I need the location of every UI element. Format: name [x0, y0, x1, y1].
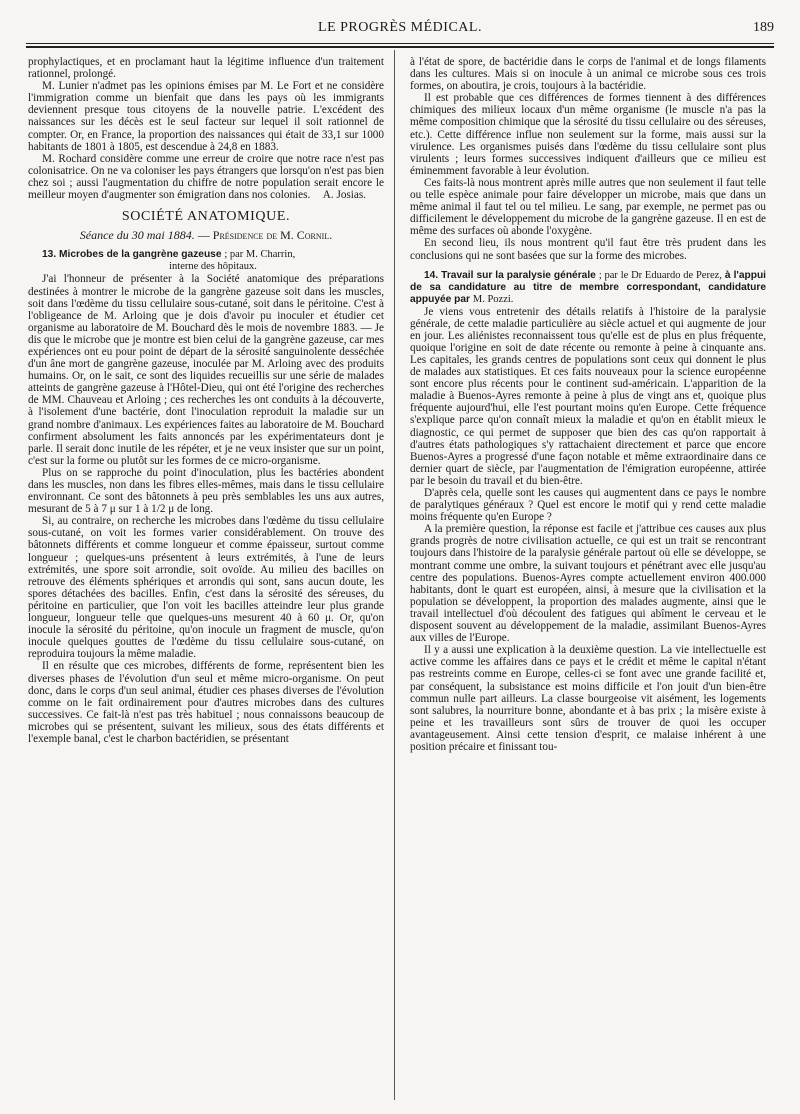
- session-line: [28, 229, 384, 241]
- paragraph-14-2: D'après cela, quelle sont les causes qui augmentent dans ce pays le nombre de paralytiques généraux ? Quel est encore le motif qui y rend cette maladie moins fréquente qu'en Europe ?: [410, 487, 766, 524]
- section-gap: [410, 262, 766, 270]
- item-13-author: ; par M. Charrin,: [224, 249, 296, 261]
- paragraph-cont-4: En second lieu, ils nous montrent qu'il faut être très prudent dans les conclusions qui ne sont basées que sur la forme des microbes.: [410, 237, 766, 262]
- paragraph-14-4: Il y a aussi une explication à la deuxième question. La vie intellectuelle est active comme les affaires dans ce pays et le crédit et même le capital n'étant pas restreints comme en Europe, celles-ci se font avec une grande facilité et, par conséquent, la subsistance est moins difficile et l'on jouit d'un bien-être commun nulle part ailleurs. La classe bourgeoise vit aisément, les logements sont salubres, la nourriture bonne, abondante et à bas prix ; la misère existe à peine et les travailleurs sont sûrs de trouver de quoi les occuper avantageusement. Ainsi cette tension d'esprit, ce malaise inhérent à une position précaire et finissant tou-: [410, 644, 766, 753]
- paragraph-lunier: M. Lunier n'admet pas les opinions émises par M. Le Fort et ne considère l'immigration comme un bienfait que dans les pays où les immigrants deviennent presque tous citoyens de la nouvelle patrie. L'excédent des naissances sur les décès est le seul facteur sur lequel il soit rationnel de compter. Or, en France, la proportion des naissances qui était de 33,1 sur 1000 habitants de 1801 à 1805, est descendue à 24,8 en 1883.: [28, 80, 384, 153]
- paragraph-rochard: M. Rochard considère comme une erreur de croire que notre race n'est pas colonisatrice. On ne va coloniser les pays étrangers que lorsqu'on n'est pas bien chez soi ; aussi l'augmentation du chiffre de notre population serait encore le meilleur moyen d'augmenter son émigration dans nos colonies.: [28, 152, 384, 202]
- signature-josias: A. Josias.: [322, 189, 366, 202]
- header-rule-thin: [26, 43, 774, 44]
- paragraph-13-1: J'ai l'honneur de présenter à la Société anatomique des préparations destinées à montrer le microbe de la gangrène gazeuse soit dans les muscles, soit dans l'œdème du tissu cellulaire sous-cutané, soit dans le péritoine. C'est à l'obligeance de M. Arloing que je dois d'avoir pu inoculer et étudier cet organisme au laboratoire de M. Bouchard dès le mois de novembre 1883. — Je dis que le microbe que je montre est bien celui de la gangrène gazeuse, car mes expériences ont eu pour point de départ de la sérosité sanguinolente desséchée d'un âne mort de gangrène gazeuse, inoculée par M. Arloing avec des produits humains. Or, on le sait, ce sont des liquides recueillis sur une série de malades atteints de gangrène gazeuse à l'Hôtel-Dieu, qui ont été l'origine des recherches de MM. Chauveau et Arloing ; ces recherches les ont conduits à la découverte, à l'isolement d'une bactérie, dont l'inoculation reproduit la maladie sur un grand nombre d'animaux. Les expériences faites au laboratoire de M. Bouchard confirment absolument les faits annoncés par les expérimentateurs dont je parle. Il serait donc inutile de les répéter, et je ne veux insister que sur un point, c'est sur la forme ou plutôt sur les formes de ce micro-organisme.: [28, 273, 384, 467]
- item-14-title-continued: à l'appui de sa candidature au titre de membre correspondant, candidature appuyée par: [410, 269, 766, 305]
- header-rule-thick: [26, 46, 774, 48]
- column-divider: [394, 50, 395, 1100]
- paragraph-13-3: Si, au contraire, on recherche les microbes dans l'œdème du tissu cellulaire sous-cutané, on voit les formes varier considérablement. On trouve des bâtonnets différents et comme longueur et comme épaisseur, surtout comme longueur ; quelques-uns présentent à leurs extrémités, à l'une de leurs extrémités, une spore soit arrondie, soit ovoïde. Au milieu des bacilles on retrouve des éléments sphériques et arrondis qui sont, sans aucun doute, les spores détachées des bacilles. Enfin, c'est dans la sérosité des séreuses, du péritoine en particulier, que l'on voit les bacilles atteindre leur plus grande longueur, longueur telle que quelques-uns mesurent 40 à 60 μ. Or, qu'on inocule la sérosité du péritoine, qu'on inocule un fragment de muscle, qu'on inocule quelques gouttes de l'œdème du tissu cellulaire sous-cutané, on reproduira toujours la même maladie.: [28, 515, 384, 661]
- item-14-number: 14.: [424, 269, 439, 281]
- page-number: 189: [753, 20, 774, 35]
- item-13-number: 13.: [42, 249, 57, 261]
- paragraph-cont-2: Il est probable que ces différences de formes tiennent à des différences chimiques des milieux locaux d'un même organisme (le muscle n'a pas la même composition chimique que la sérosité du tissu cellulaire ou des séreuses, etc.). Cette différence influe non seulement sur la forme, mais aussi sur la virulence. Les organismes puisés dans l'œdème du tissu cellulaire sont plus virulents ; leurs formes successives indiquent d'ailleurs que ce milieu est éminemment favorable à leur évolution.: [410, 92, 766, 177]
- society-title: SOCIÉTÉ ANATOMIQUE.: [121, 209, 291, 225]
- page-header: [26, 20, 774, 40]
- paragraph-13-4: Il en résulte que ces microbes, différents de forme, représentent bien les diverses phases de l'évolution d'un seul et même micro-organisme. On peut donc, dans le corps d'un seul animal, étudier ces phases diverses de l'évolution comme on le fait ordinairement pour d'autres microbes dans des cultures successives. Ce fait-là n'est pas très habituel ; nous connaissons beaucoup de microbes qui se présentent, suivant les milieux, sous des états différents et l'exemple banal, c'est le charbon bactéridien, se présentant: [28, 660, 384, 745]
- paragraph-14-1: Je viens vous entretenir des détails relatifs à l'histoire de la paralysie générale, de cette maladie particulière au siècle actuel et qui augmente de jour en jour. Les aliénistes reconnaissent tous qu'elle est de plus en plus fréquente, quoique l'origine en soit de date récente ou remonte à peine à cinquante ans. Les capitales, les grands centres de populations sont ceux qui donnent le plus de malades aux statistiques. Et ces faits nouveaux pour la science européenne sont encore plus récents pour le continent sud-américain. L'apparition de la maladie à Buenos-Ayres remonte à peine à plus de vingt ans et, quoique plus fréquente aujourd'hui, elle l'est pourtant moins qu'en Europe. Cette fréquence s'explique parce qu'on connaît mieux la maladie et qu'on en établit mieux le diagnostic, ce qui permet de supposer que bien des cas qu'on rapportait à d'autres états pathologiques s'y rattachaient directement et parce que encore Buenos-Ayres a progressé d'une façon notable et même extraordinaire dans ce dernier quart de siècle, par l'augmentation de l'émigration européenne, attirée par le besoin du travail et du bien-être.: [410, 305, 766, 487]
- item-14-sponsor: M. Pozzi.: [472, 293, 514, 305]
- left-column: [28, 56, 384, 745]
- paragraph-14-3: A la première question, la réponse est facile et j'attribue ces causes aux plus grands progrès de notre civilisation actuelle, ce qui est un trait se rencontrant toujours dans l'histoire de la paralysie générale partout où elle se développe, se montrant comme une ombre, la suivant toujours et pénétrant avec elle jusqu'au centre des populations. Buenos-Ayres compte actuellement environ 400.000 habitants, dont le quart est européen, ainsi, à mesure que la civilisation et la population se développent, la proportion des malades augmente, ainsi que le travail intellectuel d'où découlent des fatigues qui abîment le cerveau et le disposent souvent au développement de la maladie, assimilant Buenos-Ayres aux villes de l'Europe.: [410, 523, 766, 645]
- item-14-title: Travail sur la paralysie générale: [441, 269, 596, 281]
- right-column: [410, 56, 766, 753]
- item-13-author-role: interne des hôpitaux.: [169, 261, 257, 273]
- paragraph-13-2: Plus on se rapproche du point d'inoculation, plus les bactéries abondent dans les muscles, non dans les fibres elles-mêmes, mais dans le tissu cellulaire environnant. Ce sont des bâtonnets à peu près semblables les uns aux autres, mesurant de 5 à 7 μ sur 1 à 1/2 μ de long.: [28, 466, 384, 516]
- item-14-author: ; par le Dr Eduardo de Perez,: [598, 269, 722, 281]
- paragraph-cont-1: à l'état de spore, de bactéridie dans le corps de l'animal et de longs filaments dans les cultures. Mais si on inocule à un animal ce microbe sous ces trois formes, on aboutira, je crois, toujours à la bactéridie.: [410, 56, 766, 93]
- item-13-title: Microbes de la gangrène gazeuse: [59, 249, 222, 261]
- journal-title: LE PROGRÈS MÉDICAL.: [318, 20, 482, 35]
- session-presidency: — Présidence de M. Cornil.: [197, 228, 333, 243]
- session-date: Séance du 30 mai 1884.: [79, 228, 195, 243]
- item-13-heading: [28, 249, 384, 273]
- paragraph-intro: prophylactiques, et en proclamant haut la légitime influence d'un traitement rationnel, prolongé.: [28, 56, 384, 81]
- item-14-heading: [410, 270, 766, 306]
- paragraph-cont-3: Ces faits-là nous montrent après mille autres que non seulement il faut telle ou telle espèce animale pour faire développer un microbe, mais que dans un même animal il faut tel ou tel milieu. Le sang, par exemple, ne permet pas ou difficilement le développement du microbe de la gangrène gazeuse. Il en est de même des surfaces où abonde l'oxygène.: [410, 176, 766, 238]
